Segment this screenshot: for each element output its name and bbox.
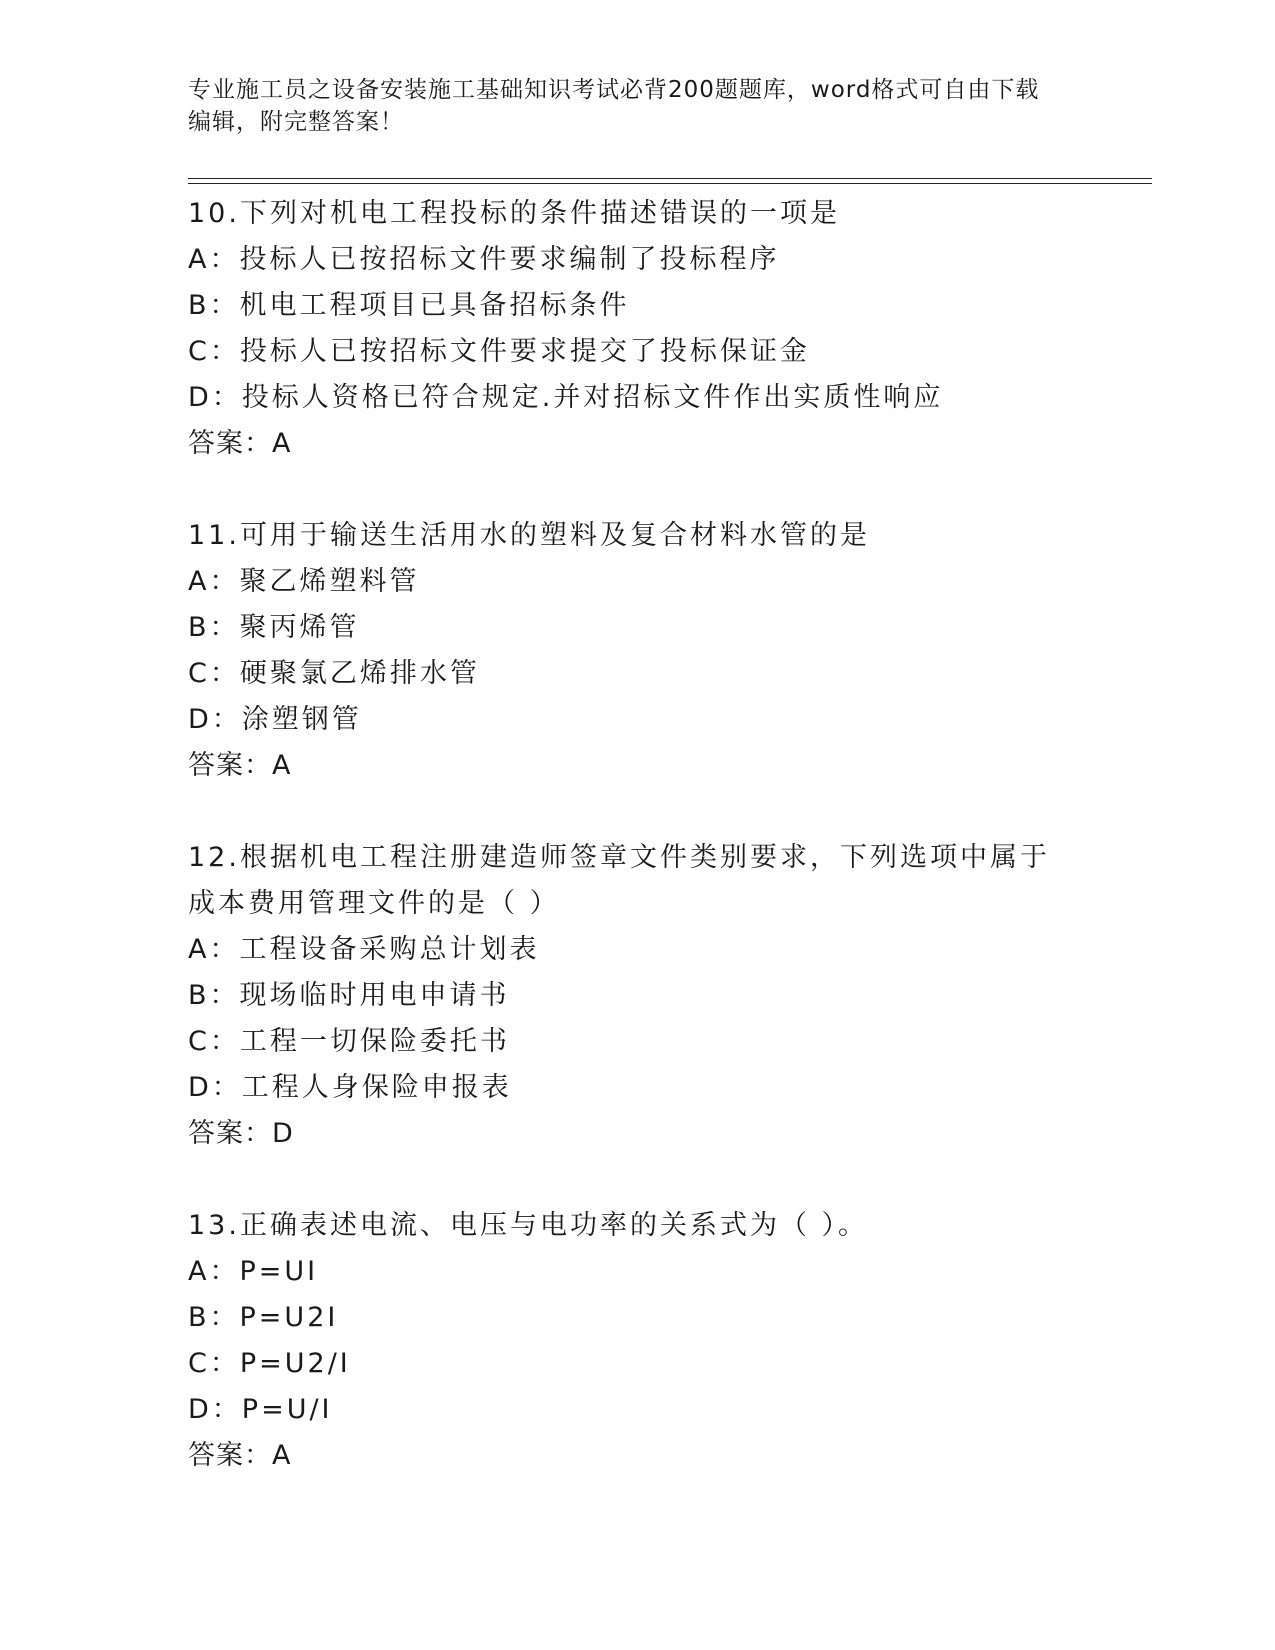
question-list — [188, 191, 1088, 1525]
question-12 — [188, 835, 1088, 1157]
question-11 — [188, 513, 1088, 789]
header-divider-top — [188, 178, 1152, 179]
option-d: D：工程人身保险申报表 — [188, 1072, 512, 1103]
option-b: B：P=U2I — [188, 1302, 339, 1333]
option-a: A：工程设备采购总计划表 — [188, 934, 540, 965]
question-stem: 10.下列对机电工程投标的条件描述错误的一项是 — [188, 198, 840, 229]
header-line-1: 专业施工员之设备安装施工基础知识考试必背200题题库，word格式可自由下载 — [188, 77, 1040, 103]
question-stem: 12.根据机电工程注册建造师签章文件类别要求，下列选项中属于成本费用管理文件的是（ ） — [188, 842, 1050, 919]
answer-label: 答案：A — [188, 750, 292, 781]
option-b: B：聚丙烯管 — [188, 612, 360, 643]
option-b: B：机电工程项目已具备招标条件 — [188, 290, 630, 321]
option-a: A：P=UI — [188, 1256, 319, 1287]
option-a: A：投标人已按招标文件要求编制了投标程序 — [188, 244, 780, 275]
document-header — [188, 74, 1088, 138]
question-stem: 11.可用于输送生活用水的塑料及复合材料水管的是 — [188, 520, 870, 551]
answer-label: 答案：A — [188, 1440, 292, 1471]
header-divider-bottom — [188, 183, 1152, 184]
option-c: C：硬聚氯乙烯排水管 — [188, 658, 480, 689]
answer-label: 答案：A — [188, 428, 292, 459]
option-c: C：工程一切保险委托书 — [188, 1026, 510, 1057]
question-10 — [188, 191, 1088, 467]
header-line-2: 编辑，附完整答案！ — [188, 109, 404, 135]
option-b: B：现场临时用电申请书 — [188, 980, 510, 1011]
option-c: C：P=U2/I — [188, 1348, 351, 1379]
option-d: D：涂塑钢管 — [188, 704, 362, 735]
question-13 — [188, 1203, 1088, 1479]
option-d: D：投标人资格已符合规定.并对招标文件作出实质性响应 — [188, 382, 944, 413]
option-d: D：P=U/I — [188, 1394, 333, 1425]
option-c: C：投标人已按招标文件要求提交了投标保证金 — [188, 336, 810, 367]
option-a: A：聚乙烯塑料管 — [188, 566, 420, 597]
answer-label: 答案：D — [188, 1118, 294, 1149]
question-stem: 13.正确表述电流、电压与电功率的关系式为（ ）。 — [188, 1210, 869, 1241]
